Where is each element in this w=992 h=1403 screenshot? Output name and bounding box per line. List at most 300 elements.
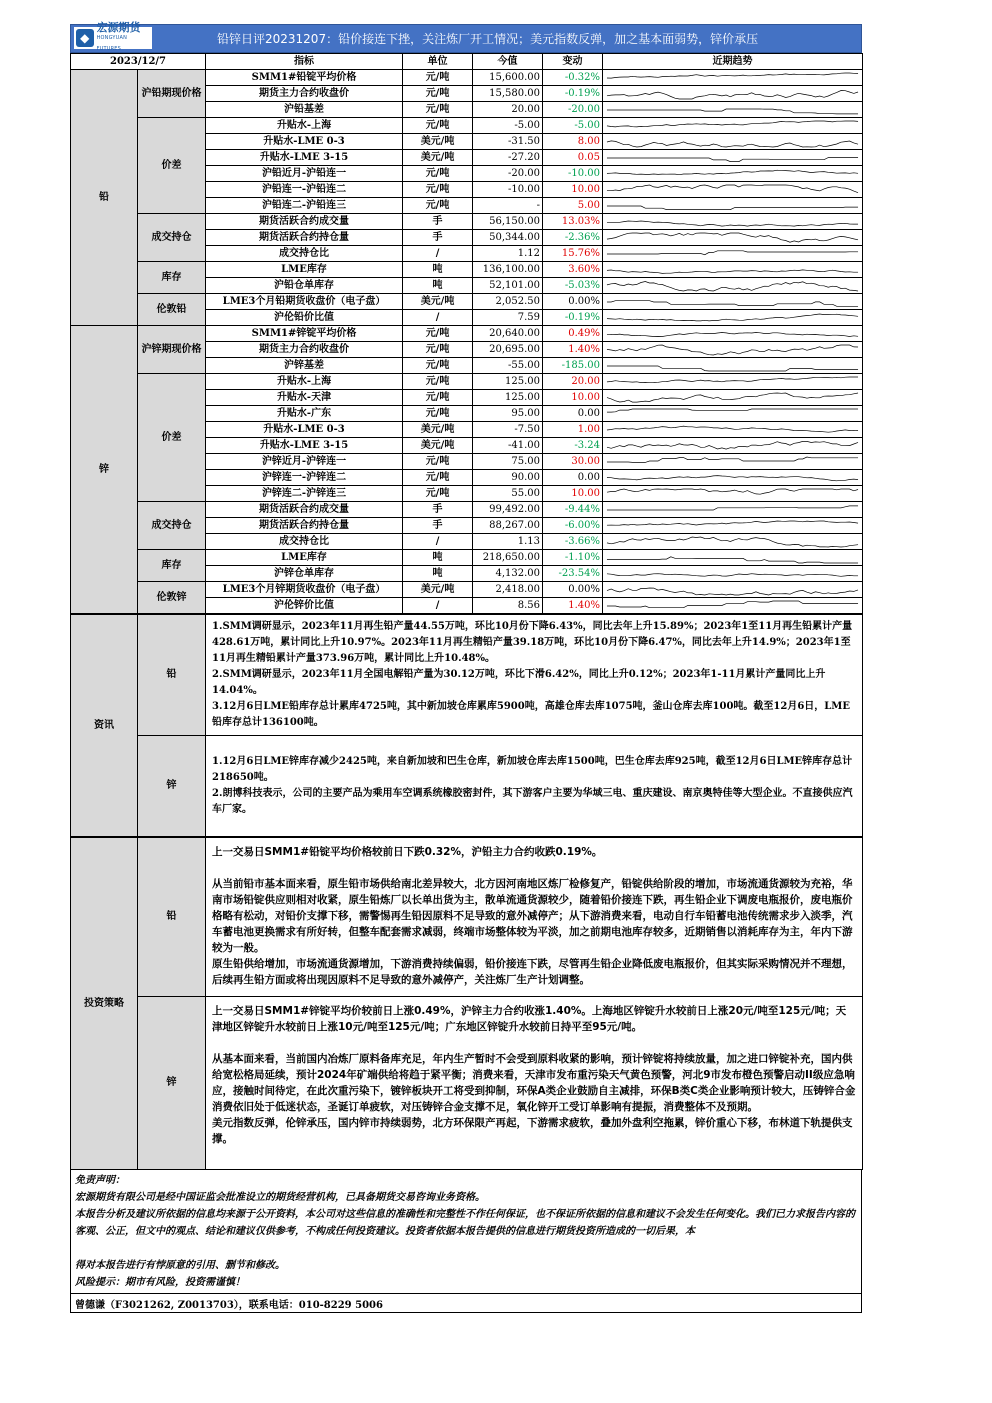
group-label: 沪锌期现价格 [138,326,206,374]
trend-sparkline [603,198,863,214]
value-cell: 90.00 [473,470,543,486]
table-row [71,118,863,134]
col-change: 变动 [543,54,603,70]
indicator-cell: 期货活跃合约持仓量 [206,230,403,246]
sparkline-line [607,221,858,226]
unit-cell: 美元/吨 [403,582,473,598]
sparkline-line [607,314,858,321]
unit-cell: 元/吨 [403,326,473,342]
table-row [71,550,863,566]
change-cell: -0.19% [543,86,603,102]
unit-cell: / [403,246,473,262]
unit-cell: 元/吨 [403,118,473,134]
sparkline-line [607,601,858,608]
sparkline-svg [605,279,860,293]
change-cell: -3.24 [543,438,603,454]
sparkline-svg [605,263,860,277]
trend-sparkline [603,230,863,246]
unit-cell: 吨 [403,278,473,294]
unit-cell: 元/吨 [403,406,473,422]
trend-sparkline [603,422,863,438]
unit-cell: 手 [403,518,473,534]
sparkline-line [607,588,858,595]
sparkline-line [607,250,858,254]
sparkline-svg [605,455,860,469]
sparkline-line [607,332,858,336]
change-cell: 30.00 [543,454,603,470]
sparkline-line [607,393,858,402]
change-cell: -0.19% [543,310,603,326]
paragraph: 风险提示：期市有风险，投资需谨慎！ [75,1277,245,1288]
sparkline-line [607,537,858,547]
table-row [71,70,863,86]
change-cell: 3.60% [543,262,603,278]
unit-cell: 元/吨 [403,358,473,374]
sparkline-svg [605,87,860,101]
paragraph: 从基本面来看，当前国内冶炼厂原料备库充足，年内生产暂时不会受到原料收紧的影响，预计锌锭将持续放量，加之进口锌锭补充，国内供给宽松格局延续，预计2024年矿端供给将趋于紧平衡；消费来看，天津市发布重污染天气黄色预警，河北9市发布橙色预警启动II级应急响应，接触时间待定，在此次重污染下，镀锌板块开工将受到抑制，环保A类企业鼓励自主减排，环保B类C类企业影响预计较大，压铸锌合金消费依旧处于低迷状态，圣诞订单疲软，对压铸锌合金支撑不足，氧化锌开工受订单影响有提振，消费整体不及预期。 [212,1053,856,1113]
value-cell: 2,418.00 [473,582,543,598]
paragraph: 上一交易日SMM1#铅锭平均价格较前日下跌0.32%，沪铅主力合约收跌0.19%。 [212,846,603,858]
indicator-cell: SMM1#铅锭平均价格 [206,70,403,86]
trend-sparkline [603,342,863,358]
value-cell: 125.00 [473,390,543,406]
sparkline-line [607,345,858,355]
value-cell: 56,150.00 [473,214,543,230]
paragraph: 上一交易日SMM1#锌锭平均价较前日上涨0.49%，沪锌主力合约收涨1.40%。上海地区锌锭升水较前日上涨20元/吨至125元/吨；天津地区锌锭升水较前日上涨10元/吨至125元/吨；广东地区锌锭升水较前日持平至95元/吨。 [212,1005,847,1033]
unit-cell: 元/吨 [403,166,473,182]
sparkline-svg [605,391,860,405]
sparkline-svg [605,535,860,549]
trend-sparkline [603,502,863,518]
paragraph: 得对本报告进行有悖原意的引用、删节和修改。 [75,1260,285,1271]
disclaimer-title: 免责声明： [75,1175,125,1186]
indicator-cell: 沪伦铅价比值 [206,310,403,326]
trend-sparkline [603,102,863,118]
sparkline-line [607,281,858,291]
paragraph: 2.朗博科技表示，公司的主要产品为乘用车空调系统橡胶密封件，其下游客户主要为华域三电、重庆建设、南京奥特佳等大型企业。不直接供应汽车厂家。 [212,788,853,815]
change-cell: 13.03% [543,214,603,230]
value-cell: 7.59 [473,310,543,326]
change-cell: -2.36% [543,230,603,246]
unit-cell: 美元/吨 [403,294,473,310]
sparkline-line [607,505,858,509]
trend-sparkline [603,358,863,374]
sparkline-svg [605,599,860,613]
change-cell: -6.00% [543,518,603,534]
indicator-cell: 期货主力合约收盘价 [206,342,403,358]
indicator-cell: 沪铅仓单库存 [206,278,403,294]
indicator-cell: LME库存 [206,262,403,278]
sparkline-svg [605,231,860,245]
change-cell: 15.76% [543,246,603,262]
sparkline-svg [605,167,860,181]
strategy-zinc-text [206,997,863,1170]
group-label: 价差 [138,118,206,214]
sparkline-line [607,157,858,161]
trend-sparkline [603,534,863,550]
table-row [71,326,863,342]
data-table [70,53,863,614]
trend-sparkline [603,438,863,454]
change-cell: -5.00 [543,118,603,134]
indicator-cell: 沪锌基差 [206,358,403,374]
table-row [71,502,863,518]
zinc-section-label: 锌 [71,326,138,614]
unit-cell: 美元/吨 [403,438,473,454]
indicator-cell: 沪锌连一-沪锌连二 [206,470,403,486]
sparkline-svg [605,359,860,373]
value-cell: 125.00 [473,374,543,390]
value-cell: -31.50 [473,134,543,150]
sparkline-svg [605,471,860,485]
logo-text: 宏源期货 HONGYUAN FUTURES [96,20,141,52]
sparkline-line [607,475,858,480]
sparkline-line [607,206,858,210]
sparkline-svg [605,183,860,197]
unit-cell: 元/吨 [403,454,473,470]
trend-sparkline [603,278,863,294]
strategy-section-label: 投资策略 [71,838,138,1170]
value-cell: 1.12 [473,246,543,262]
unit-cell: 元/吨 [403,102,473,118]
sparkline-svg [605,343,860,357]
unit-cell: 手 [403,230,473,246]
strategy-zinc-label: 锌 [138,997,206,1170]
unit-cell: 吨 [403,566,473,582]
report-header [70,20,862,53]
news-lead-label: 铅 [138,615,206,736]
sparkline-svg [605,71,860,85]
trend-sparkline [603,262,863,278]
column-header-row [71,54,863,70]
unit-cell: 美元/吨 [403,134,473,150]
indicator-cell: 沪铅连一-沪铅连二 [206,182,403,198]
sparkline-svg [605,135,860,149]
sparkline-svg [605,247,860,261]
indicator-cell: LME3个月铅期货收盘价（电子盘） [206,294,403,310]
trend-sparkline [603,486,863,502]
sparkline-svg [605,423,860,437]
indicator-cell: 期货活跃合约成交量 [206,502,403,518]
sparkline-svg [605,503,860,517]
trend-sparkline [603,214,863,230]
sparkline-svg [605,583,860,597]
change-cell: 0.49% [543,326,603,342]
sparkline-svg [605,295,860,309]
unit-cell: / [403,534,473,550]
value-cell: -55.00 [473,358,543,374]
value-cell: -5.00 [473,118,543,134]
paragraph: 原生铅供给增加，市场流通货源增加，下游消费持续偏弱，铅价接连下跌，尽管再生铅企业降低废电瓶报价，但其实际采购情况并不理想，后续再生铅方面或将出现因原料不足导致的意外减停产，关注炼厂生产计划调整。 [212,958,853,986]
unit-cell: 美元/吨 [403,150,473,166]
value-cell: 136,100.00 [473,262,543,278]
paragraph: 1.SMM调研显示，2023年11月再生铅产量44.55万吨，环比10月份下降6.43%，同比去年上升15.89%；2023年1至11月再生铅累计产量428.61万吨，累计同比上升10.97%。2023年11月再生精铅产量39.18万吨，环比10月份下降6.47%，同比去年上升14.9%；2023年1至11月再生精铅累计产量373.96万吨，累计同比上升10.48%。 [212,621,853,664]
trend-sparkline [603,550,863,566]
sparkline-line [607,300,858,306]
sparkline-line [607,170,858,175]
sparkline-line [607,573,858,576]
paragraph [75,1240,857,1257]
value-cell: - [473,198,543,214]
sparkline-line [607,521,858,525]
trend-sparkline [603,294,863,310]
unit-cell: 元/吨 [403,486,473,502]
col-trend: 近期趋势 [603,54,863,70]
trend-sparkline [603,406,863,422]
table-row [71,374,863,390]
trend-sparkline [603,518,863,534]
value-cell: 99,492.00 [473,502,543,518]
sparkline-line [607,366,858,371]
sparkline-line [607,121,858,127]
unit-cell: / [403,310,473,326]
indicator-cell: 期货主力合约收盘价 [206,86,403,102]
trend-sparkline [603,134,863,150]
value-cell: 50,344.00 [473,230,543,246]
change-cell: 1.40% [543,598,603,614]
value-cell: 20,640.00 [473,326,543,342]
value-cell: -7.50 [473,422,543,438]
group-label: 沪铅期现价格 [138,70,206,118]
trend-sparkline [603,582,863,598]
indicator-cell: 升贴水-上海 [206,374,403,390]
change-cell: -20.00 [543,102,603,118]
unit-cell: 手 [403,502,473,518]
sparkline-line [607,73,858,78]
change-cell: 10.00 [543,486,603,502]
value-cell: 75.00 [473,454,543,470]
strategy-lead-label: 铅 [138,838,206,997]
news-zinc-text [206,736,863,837]
indicator-cell: 沪锌仓单库存 [206,566,403,582]
sparkline-svg [605,327,860,341]
paragraph: 从当前铅市基本面来看，原生铅市场供给南北差异较大，北方因河南地区炼厂检修复产，铅锭供给阶段的增加，市场流通货源较为充裕，华南市场铅锭供应则相对收紧，原生铅炼厂以长单出货为主，散单流通货源较少，随着铅价接连下跌，再生铅企业下调废电瓶报价，废电瓶价格略有松动，对铅价支撑下移，需警惕再生铅因原料不足导致的意外减停产；从下游消费来看，电动自行车铅蓄电池传统需求步入淡季，汽车蓄电池更换需求有所好转，但整车配套需求减弱，终端市场整体较为平淡，加之前期电池库存较多，近期销售以消耗库存为主，年内下游较为一般。 [212,878,853,954]
logo-mark-icon: ◆ [76,29,94,47]
paragraph: 3.12月6日LME铅库存总计累库4725吨，其中新加坡仓库累库5900吨，高雄仓库去库1075吨，釜山仓库去库100吨。截至12月6日，LME铅库存总计136100吨。 [212,701,851,728]
paragraph: 2.SMM调研显示，2023年11月全国电解铅产量为30.12万吨，环比下滑6.42%，同比上升0.12%；2023年1-11月累计产量同比上升14.04%。 [212,669,826,696]
change-cell: 0.00% [543,582,603,598]
unit-cell: 元/吨 [403,198,473,214]
trend-sparkline [603,70,863,86]
value-cell: 1.13 [473,534,543,550]
value-cell: 15,600.00 [473,70,543,86]
group-label: 伦敦铅 [138,294,206,326]
indicator-cell: 沪锌连二-沪锌连三 [206,486,403,502]
report-title: 铅锌日评20231207：铅价接连下挫，关注炼厂开工情况；美元指数反弹，加之基本面弱势，锌价承压 [217,32,759,46]
paragraph: 本报告分析及建议所依据的信息均来源于公开资料，本公司对这些信息的准确性和完整性不作任何保证，也不保证所依据的信息和建议不会发生任何变化。我们已力求报告内容的客观、公正，但文中的观点、结论和建议仅供参考，不构成任何投资建议。投资者依据本报告提供的信息进行期货投资所造成的一切后果，本 [75,1209,855,1237]
value-cell: -27.20 [473,150,543,166]
col-today: 今值 [473,54,543,70]
value-cell: 15,580.00 [473,86,543,102]
indicator-cell: 沪伦锌价比值 [206,598,403,614]
trend-sparkline [603,182,863,198]
change-cell: 20.00 [543,374,603,390]
trend-sparkline [603,470,863,486]
indicator-cell: 成交持仓比 [206,534,403,550]
indicator-cell: SMM1#锌锭平均价格 [206,326,403,342]
indicator-cell: 升贴水-LME 0-3 [206,422,403,438]
paragraph: 1.12月6日LME锌库存减少2425吨，来自新加坡和巴生仓库，新加坡仓库去库1500吨，巴生仓库去库925吨，截至12月6日LME锌库存总计218650吨。 [212,756,853,783]
news-section-label: 资讯 [71,615,138,837]
value-cell: 218,650.00 [473,550,543,566]
news-lead-text [206,615,863,736]
sparkline-svg [605,567,860,581]
sparkline-line [607,233,858,242]
sparkline-line [607,556,858,562]
change-cell: -3.66% [543,534,603,550]
change-cell: 5.00 [543,198,603,214]
sparkline-line [607,426,858,432]
value-cell: 95.00 [473,406,543,422]
disclaimer [70,1170,862,1294]
sparkline-line [607,90,858,99]
table-row [71,214,863,230]
indicator-cell: 升贴水-广东 [206,406,403,422]
trend-sparkline [603,118,863,134]
value-cell: 20.00 [473,102,543,118]
group-label: 库存 [138,550,206,582]
sparkline-svg [605,407,860,421]
trend-sparkline [603,598,863,614]
value-cell: -41.00 [473,438,543,454]
sparkline-svg [605,439,860,453]
col-unit: 单位 [403,54,473,70]
paragraph [212,1035,856,1051]
indicator-cell: 沪铅基差 [206,102,403,118]
sparkline-line [607,457,858,462]
unit-cell: / [403,598,473,614]
sparkline-svg [605,199,860,213]
group-label: 库存 [138,262,206,294]
sparkline-line [607,489,858,494]
trend-sparkline [603,326,863,342]
value-cell: 88,267.00 [473,518,543,534]
value-cell: 4,132.00 [473,566,543,582]
unit-cell: 吨 [403,550,473,566]
trend-sparkline [603,86,863,102]
unit-cell: 元/吨 [403,390,473,406]
report-sheet [70,20,862,1313]
sparkline-svg [605,311,860,325]
change-cell: -0.32% [543,70,603,86]
strategy-table [70,837,863,1170]
trend-sparkline [603,374,863,390]
table-row [71,582,863,598]
change-cell: -5.03% [543,278,603,294]
lead-section-label: 铅 [71,70,138,326]
indicator-cell: 升贴水-天津 [206,390,403,406]
sparkline-line [607,109,858,114]
sparkline-svg [605,103,860,117]
col-indicator: 指标 [206,54,403,70]
value-cell: -20.00 [473,166,543,182]
unit-cell: 元/吨 [403,374,473,390]
sparkline-line [607,140,858,146]
group-label: 成交持仓 [138,214,206,262]
table-row [71,262,863,278]
indicator-cell: LME库存 [206,550,403,566]
company-logo [74,20,152,52]
value-cell: 52,101.00 [473,278,543,294]
trend-sparkline [603,390,863,406]
strategy-lead-text [206,838,863,997]
sparkline-svg [605,519,860,533]
value-cell: 8.56 [473,598,543,614]
unit-cell: 元/吨 [403,470,473,486]
group-label: 伦敦锌 [138,582,206,614]
change-cell: -185.00 [543,358,603,374]
change-cell: -10.00 [543,166,603,182]
change-cell: 1.00 [543,422,603,438]
indicator-cell: 升贴水-LME 3-15 [206,150,403,166]
unit-cell: 美元/吨 [403,422,473,438]
sparkline-svg [605,551,860,565]
trend-sparkline [603,166,863,182]
group-label: 成交持仓 [138,502,206,550]
trend-sparkline [603,566,863,582]
value-cell: -10.00 [473,182,543,198]
change-cell: 0.00% [543,294,603,310]
value-cell: 2,052.50 [473,294,543,310]
change-cell: 10.00 [543,182,603,198]
indicator-cell: 期货活跃合约持仓量 [206,518,403,534]
change-cell: 0.00 [543,470,603,486]
change-cell: 8.00 [543,134,603,150]
sparkline-svg [605,215,860,229]
news-zinc-label: 锌 [138,736,206,837]
trend-sparkline [603,246,863,262]
change-cell: 10.00 [543,390,603,406]
indicator-cell: 升贴水-上海 [206,118,403,134]
trend-sparkline [603,454,863,470]
change-cell: 0.05 [543,150,603,166]
footer-contact: 曾德谦（F3021262, Z0013703），联系电话：010-8229 5006 [70,1294,862,1313]
table-row [71,294,863,310]
trend-sparkline [603,150,863,166]
unit-cell: 元/吨 [403,70,473,86]
unit-cell: 吨 [403,262,473,278]
group-label: 价差 [138,374,206,502]
unit-cell: 元/吨 [403,86,473,102]
paragraph: 美元指数反弹，伦锌承压，国内锌市持续弱势，北方环保限产再起，下游需求疲软，叠加外盘利空拖累，锌价重心下移，布林道下轨提供支撑。 [212,1117,853,1145]
change-cell: -1.10% [543,550,603,566]
unit-cell: 元/吨 [403,182,473,198]
sparkline-svg [605,375,860,389]
value-cell: 55.00 [473,486,543,502]
date-cell: 2023/12/7 [71,54,206,70]
indicator-cell: 升贴水-LME 3-15 [206,438,403,454]
indicator-cell: LME3个月锌期货收盘价（电子盘） [206,582,403,598]
change-cell: -9.44% [543,502,603,518]
change-cell: 0.00 [543,406,603,422]
news-table [70,614,863,837]
sparkline-line [607,269,858,273]
sparkline-svg [605,151,860,165]
paragraph [212,860,856,876]
indicator-cell: 沪锌近月-沪锌连一 [206,454,403,470]
change-cell: -23.54% [543,566,603,582]
indicator-cell: 沪铅近月-沪铅连一 [206,166,403,182]
sparkline-line [607,185,858,193]
sparkline-svg [605,487,860,501]
unit-cell: 手 [403,214,473,230]
indicator-cell: 成交持仓比 [206,246,403,262]
indicator-cell: 沪铅连二-沪铅连三 [206,198,403,214]
value-cell: 20,695.00 [473,342,543,358]
paragraph: 宏源期货有限公司是经中国证监会批准设立的期货经营机构，已具备期货交易咨询业务资格。 [75,1192,485,1203]
sparkline-line [607,409,858,412]
indicator-cell: 期货活跃合约成交量 [206,214,403,230]
